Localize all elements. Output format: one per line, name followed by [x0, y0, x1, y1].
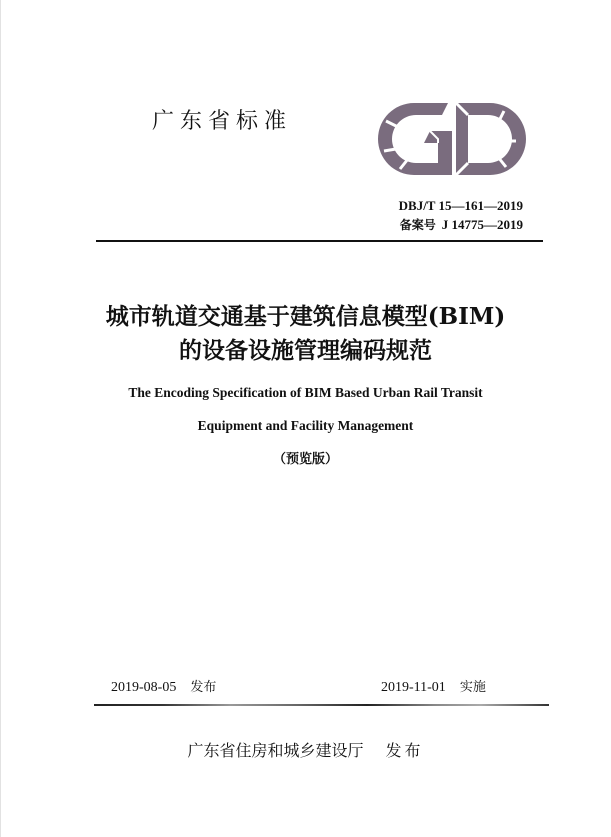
publisher-name: 广东省住房和城乡建设厅 — [187, 741, 364, 760]
title-cn-line1: 城市轨道交通基于建筑信息模型(BIM) — [105, 303, 506, 330]
publish-action: 发布 — [385, 741, 424, 760]
title-cn-line2: 的设备设施管理编码规范 — [179, 337, 432, 364]
record-number-line — [400, 216, 523, 233]
standard-type: 广东省标准 — [152, 109, 293, 134]
implement-date — [381, 676, 486, 696]
implement-date-value: 2019-11-01 — [381, 680, 446, 695]
issue-date — [111, 676, 216, 696]
title-en-line1: The Encoding Specification of BIM Based Urban Rail Transit — [128, 385, 483, 400]
implement-label: 实施 — [459, 680, 486, 695]
record-label: 备案号 — [399, 218, 436, 232]
issue-label: 发布 — [190, 680, 217, 695]
standard-code: DBJ/T 15—161—2019 — [398, 198, 523, 213]
edition-label: （预览版） — [272, 452, 338, 467]
title-en-line2: Equipment and Facility Management — [197, 418, 414, 433]
issue-date-value: 2019-08-05 — [111, 680, 177, 695]
record-number: J 14775—2019 — [441, 217, 523, 232]
publisher-line — [0, 738, 611, 761]
bottom-divider — [94, 704, 549, 706]
top-divider — [96, 240, 543, 242]
gd-logo-icon — [376, 101, 528, 177]
